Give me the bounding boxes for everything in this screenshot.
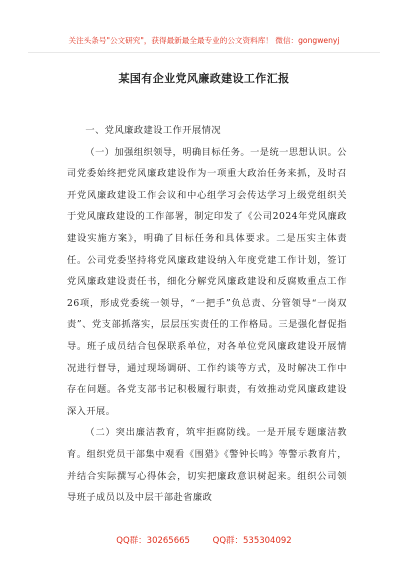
- header-divider: [28, 52, 380, 53]
- section-heading: 一、党风廉政建设工作开展情况: [85, 125, 222, 136]
- footer-qq-group-2: QQ群：535304092: [212, 536, 292, 546]
- paragraph-organization: （一）加强组织领导，明确目标任务。一是统一思想认识。公司党委始终把党风廉政建设作为一项重大政治任务来抓，及时召开党风廉政建设工作会议和中心组学习会传达学习上级党组织关于党风廉政建设的工作部署，制定印发了《公司2024年党风廉政建设实施方案》，明确了目标任务和具体要求。二是压实主体责任。公司党委坚持将党风廉政建设纳入年度党建工作计划，签订党风廉政建设责任书，细化分解党风廉政建设和反腐败重点工作26项，形成党委统一领导，“一把手”负总责、分管领导“一岗双责”、党支部抓落实，层层压实责任的工作格局。三是强化督促指导。班子成员结合包保联系单位，对各单位党风廉政建设开展情况进行督导，通过现场调研、工作约谈等方式，及时解决工作中存在问题。各党支部书记积极履行职责，有效推动党风廉政建设深入开展。: [67, 146, 347, 417]
- document-body: [67, 118, 347, 509]
- footer: [0, 534, 408, 546]
- document-title: 某国有企业党风廉政建设工作汇报: [118, 72, 290, 85]
- header-promo: 关注头条号"公文研究"，获得最新最全最专业的公文资料库！ 微信：gongwenyj: [68, 36, 340, 45]
- paragraph-education: （二）突出廉洁教育，筑牢拒腐防线。一是开展专题廉洁教育。组织党员干部集中观看《围猎》《警钟长鸣》等警示教育片，并结合实际撰写心得体会，切实把廉政意识树起来。组织公司领导班子成员以及中层干部赴省廉政: [67, 427, 347, 504]
- footer-qq-group-1: QQ群：30265665: [116, 536, 190, 546]
